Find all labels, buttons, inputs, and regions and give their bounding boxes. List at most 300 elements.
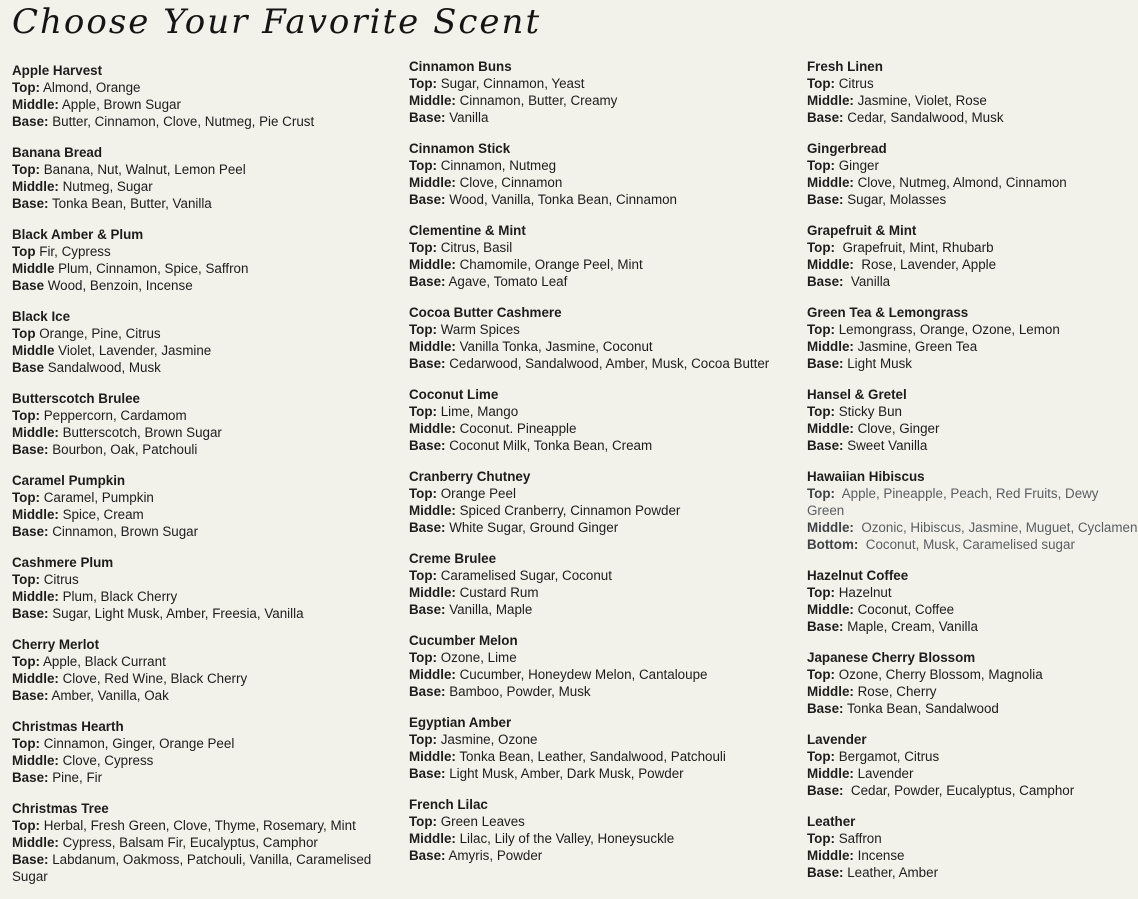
note-label: Top: [807, 585, 836, 600]
note-line [409, 321, 791, 338]
scent-entry [12, 390, 372, 458]
note-label: Top: [409, 814, 438, 829]
scent-entry [12, 472, 372, 540]
note-text: Clove, Ginger [853, 421, 940, 436]
note-line [12, 687, 372, 704]
note-text: Amber, Vanilla, Oak [48, 688, 169, 703]
note-line [807, 683, 1138, 700]
note-text: Hazelnut [835, 585, 892, 600]
note-text: Pine, Fir [48, 770, 103, 785]
note-label: Top: [12, 572, 41, 587]
note-line [12, 653, 372, 670]
note-text: Plum, Black Cherry [58, 589, 178, 604]
scent-name: French Lilac [409, 797, 488, 812]
note-text: Vanilla Tonka, Jasmine, Coconut [455, 339, 653, 354]
note-line [12, 407, 372, 424]
note-label: Top: [807, 240, 836, 255]
note-text: Green Leaves [437, 814, 525, 829]
note-line [409, 403, 791, 420]
scent-name: Clementine & Mint [409, 223, 526, 238]
note-label: Middle: [409, 93, 456, 108]
note-text: Sugar, Cinnamon, Yeast [437, 76, 585, 91]
note-line [409, 75, 791, 92]
note-line [807, 92, 1138, 109]
note-label: Base: [807, 701, 844, 716]
note-line [12, 506, 372, 523]
note-line [409, 813, 791, 830]
scent-entry [409, 550, 791, 618]
note-text: Light Musk, Amber, Dark Musk, Powder [445, 766, 684, 781]
scent-name: Christmas Tree [12, 801, 109, 816]
note-text: Coconut. Pineapple [455, 421, 577, 436]
note-line [409, 748, 791, 765]
note-line [807, 765, 1138, 782]
note-line [12, 489, 372, 506]
note-text: Cedarwood, Sandalwood, Amber, Musk, Cocoa Butter [445, 356, 770, 371]
note-label: Middle: [12, 97, 59, 112]
scent-name: Banana Bread [12, 145, 103, 160]
note-label: Base: [807, 783, 844, 798]
note-label: Base: [12, 524, 49, 539]
note-label: Base: [12, 852, 49, 867]
note-line [807, 830, 1138, 847]
note-line [12, 605, 372, 622]
note-label: Middle: [409, 339, 456, 354]
scent-entry [409, 304, 791, 372]
scent-name: Cinnamon Buns [409, 59, 512, 74]
note-line [409, 174, 791, 191]
note-line [12, 670, 372, 687]
note-label: Middle: [12, 753, 59, 768]
note-text: Vanilla [843, 274, 891, 289]
note-line [807, 239, 1138, 256]
note-label: Top: [807, 749, 836, 764]
note-text: Warm Spices [437, 322, 520, 337]
note-text: Nutmeg, Sugar [58, 179, 153, 194]
note-label: Middle: [807, 339, 854, 354]
note-line [807, 864, 1138, 881]
note-text: Cinnamon, Butter, Creamy [455, 93, 618, 108]
note-line [409, 649, 791, 666]
note-label: Top: [807, 76, 836, 91]
note-label: Top [12, 326, 36, 341]
note-label: Top: [12, 408, 41, 423]
note-label: Top: [409, 650, 438, 665]
note-line [807, 485, 1138, 519]
scent-entry [409, 58, 791, 126]
note-line [807, 601, 1138, 618]
note-line [409, 109, 791, 126]
note-label: Middle [12, 261, 55, 276]
note-text: Caramel, Pumpkin [40, 490, 154, 505]
note-line [807, 321, 1138, 338]
note-text: Cedar, Sandalwood, Musk [843, 110, 1004, 125]
scent-name: Caramel Pumpkin [12, 473, 126, 488]
scent-name: Black Amber & Plum [12, 227, 144, 242]
note-text: Ozone, Lime [437, 650, 517, 665]
note-text: Orange Peel [437, 486, 516, 501]
note-text: Rose, Cherry [853, 684, 937, 699]
note-label: Base: [409, 438, 446, 453]
note-line [12, 178, 372, 195]
note-line [409, 355, 791, 372]
scent-name: Lavender [807, 732, 867, 747]
note-line [807, 519, 1138, 536]
note-label: Middle: [807, 93, 854, 108]
note-text: Jasmine, Violet, Rose [853, 93, 987, 108]
note-text: Lime, Mango [437, 404, 519, 419]
note-label: Middle [12, 343, 55, 358]
note-line [12, 277, 372, 294]
note-line [12, 79, 372, 96]
note-line [409, 256, 791, 273]
note-line [409, 519, 791, 536]
note-text: Lavender [853, 766, 914, 781]
note-label: Base: [409, 356, 446, 371]
scent-name: Butterscotch Brulee [12, 391, 140, 406]
note-text: Grapefruit, Mint, Rhubarb [835, 240, 994, 255]
note-label: Middle: [807, 766, 854, 781]
scent-entry [12, 718, 372, 786]
note-line [807, 584, 1138, 601]
note-label: Top: [409, 486, 438, 501]
note-label: Middle: [12, 179, 59, 194]
scent-name: Gingerbread [807, 141, 887, 156]
note-line [12, 243, 372, 260]
note-line [12, 752, 372, 769]
note-text: Incense [853, 848, 905, 863]
scent-name: Egyptian Amber [409, 715, 512, 730]
note-label: Middle: [12, 507, 59, 522]
scent-entry [12, 62, 372, 130]
note-line [409, 830, 791, 847]
note-text: Lilac, Lily of the Valley, Honeysuckle [455, 831, 675, 846]
note-line [409, 338, 791, 355]
note-line [12, 834, 372, 851]
note-line [12, 359, 372, 376]
note-label: Top: [409, 158, 438, 173]
note-line [807, 355, 1138, 372]
note-label: Middle: [807, 848, 854, 863]
scent-name: Hansel & Gretel [807, 387, 907, 402]
note-label: Base: [807, 274, 844, 289]
note-line [409, 601, 791, 618]
note-text: Bamboo, Powder, Musk [445, 684, 591, 699]
note-text: Fir, Cypress [35, 244, 111, 259]
scent-entry [409, 714, 791, 782]
note-line [12, 325, 372, 342]
note-line [807, 174, 1138, 191]
note-text: Agave, Tomato Leaf [445, 274, 568, 289]
scent-name: Black Ice [12, 309, 71, 324]
note-text: Light Musk [843, 356, 912, 371]
scent-column-1 [12, 62, 375, 899]
note-line [807, 618, 1138, 635]
note-text: Cucumber, Honeydew Melon, Cantaloupe [455, 667, 708, 682]
note-line [807, 420, 1138, 437]
note-line [807, 191, 1138, 208]
note-label: Base: [12, 196, 49, 211]
note-line [807, 536, 1138, 553]
note-line [12, 113, 372, 130]
note-label: Base: [807, 110, 844, 125]
note-line [12, 96, 372, 113]
note-label: Base: [409, 274, 446, 289]
note-label: Top: [12, 490, 41, 505]
note-label: Middle: [409, 257, 456, 272]
scent-name: Hawaiian Hibiscus [807, 469, 925, 484]
note-label: Base: [409, 110, 446, 125]
note-text: Sweet Vanilla [843, 438, 928, 453]
note-label: Top: [807, 322, 836, 337]
note-label: Top: [409, 404, 438, 419]
scent-entry [409, 222, 791, 290]
note-line [409, 239, 791, 256]
note-text: Citrus, Basil [437, 240, 513, 255]
note-label: Top: [12, 654, 41, 669]
note-line [409, 502, 791, 519]
scent-name: Hazelnut Coffee [807, 568, 909, 583]
note-label: Base: [409, 848, 446, 863]
scent-entry [12, 308, 372, 376]
note-text: Jasmine, Ozone [437, 732, 538, 747]
note-label: Middle: [807, 257, 854, 272]
note-line [12, 260, 372, 277]
note-text: Maple, Cream, Vanilla [843, 619, 978, 634]
note-line [807, 700, 1138, 717]
note-line [807, 157, 1138, 174]
note-text: Sticky Bun [835, 404, 902, 419]
note-label: Top: [409, 240, 438, 255]
note-label: Middle: [409, 421, 456, 436]
note-label: Base [12, 278, 45, 293]
note-line [409, 157, 791, 174]
note-label: Base [12, 360, 45, 375]
note-line [12, 851, 375, 885]
page-title: Choose Your Favorite Scent [12, 2, 542, 42]
note-line [807, 748, 1138, 765]
scent-name: Grapefruit & Mint [807, 223, 917, 238]
note-text: Bourbon, Oak, Patchouli [48, 442, 198, 457]
scent-column-2 [409, 58, 791, 878]
note-line [409, 666, 791, 683]
note-text: Butter, Cinnamon, Clove, Nutmeg, Pie Crust [48, 114, 315, 129]
note-line [807, 256, 1138, 273]
note-label: Top: [12, 80, 41, 95]
note-label: Base: [409, 602, 446, 617]
note-label: Base: [12, 770, 49, 785]
note-line [807, 782, 1138, 799]
note-label: Base: [409, 520, 446, 535]
note-text: Butterscotch, Brown Sugar [58, 425, 222, 440]
scent-name: Cinnamon Stick [409, 141, 511, 156]
scent-entry [12, 800, 375, 885]
note-line [12, 571, 372, 588]
note-line [409, 683, 791, 700]
note-label: Middle: [12, 671, 59, 686]
note-line [807, 75, 1138, 92]
note-text: Citrus [40, 572, 79, 587]
scent-column-3 [807, 58, 1138, 895]
note-text: Clove, Red Wine, Black Cherry [58, 671, 248, 686]
scent-name: Creme Brulee [409, 551, 497, 566]
note-text: Coconut, Musk, Caramelised sugar [858, 537, 1075, 552]
note-text: White Sugar, Ground Ginger [445, 520, 619, 535]
note-line [807, 847, 1138, 864]
note-label: Middle: [12, 425, 59, 440]
note-text: Peppercorn, Cardamom [40, 408, 187, 423]
note-line [409, 273, 791, 290]
scent-name: Cherry Merlot [12, 637, 100, 652]
note-text: Apple, Pineapple, Peach, Red Fruits, Dewy Green [807, 486, 1103, 518]
scent-name: Fresh Linen [807, 59, 883, 74]
note-label: Top: [12, 736, 41, 751]
note-text: Coconut Milk, Tonka Bean, Cream [445, 438, 653, 453]
note-line [409, 567, 791, 584]
note-text: Tonka Bean, Leather, Sandalwood, Patchouli [455, 749, 726, 764]
note-label: Top: [807, 486, 836, 501]
note-text: Vanilla, Maple [445, 602, 533, 617]
note-text: Apple, Brown Sugar [58, 97, 181, 112]
scent-name: Coconut Lime [409, 387, 499, 402]
note-text: Custard Rum [455, 585, 539, 600]
note-text: Wood, Vanilla, Tonka Bean, Cinnamon [445, 192, 677, 207]
note-label: Base: [807, 192, 844, 207]
note-label: Top: [807, 667, 836, 682]
note-text: Violet, Lavender, Jasmine [54, 343, 212, 358]
note-text: Rose, Lavender, Apple [853, 257, 997, 272]
note-label: Base: [409, 766, 446, 781]
note-text: Orange, Pine, Citrus [35, 326, 161, 341]
note-line [12, 769, 372, 786]
note-text: Tonka Bean, Butter, Vanilla [48, 196, 212, 211]
note-line [409, 765, 791, 782]
scent-entry [807, 58, 1138, 126]
note-line [12, 817, 372, 834]
note-label: Top: [409, 568, 438, 583]
note-label: Base: [409, 684, 446, 699]
scent-entry [807, 140, 1138, 208]
note-line [12, 342, 372, 359]
note-line [12, 441, 372, 458]
note-text: Banana, Nut, Walnut, Lemon Peel [40, 162, 246, 177]
note-line [807, 666, 1138, 683]
note-label: Base: [409, 192, 446, 207]
note-label: Top: [409, 76, 438, 91]
scent-name: Leather [807, 814, 856, 829]
note-label: Base: [12, 442, 49, 457]
note-text: Amyris, Powder [445, 848, 543, 863]
scent-entry [12, 554, 372, 622]
note-label: Middle: [807, 684, 854, 699]
note-label: Top: [807, 404, 836, 419]
note-label: Middle: [12, 589, 59, 604]
scent-entry [807, 731, 1138, 799]
scent-name: Cashmere Plum [12, 555, 114, 570]
scent-entry [807, 304, 1138, 372]
note-line [409, 191, 791, 208]
note-text: Cinnamon, Brown Sugar [48, 524, 199, 539]
scent-entry [409, 468, 791, 536]
scent-name: Green Tea & Lemongrass [807, 305, 969, 320]
scent-name: Apple Harvest [12, 63, 103, 78]
note-line [409, 420, 791, 437]
note-line [807, 109, 1138, 126]
note-text: Ozonic, Hibiscus, Jasmine, Muguet, Cyclamen [853, 520, 1138, 535]
note-text: Sugar, Molasses [843, 192, 947, 207]
note-label: Middle: [409, 175, 456, 190]
note-text: Lemongrass, Orange, Ozone, Lemon [835, 322, 1060, 337]
scent-entry [807, 813, 1138, 881]
scent-entry [409, 632, 791, 700]
note-label: Top: [12, 818, 41, 833]
scent-name: Japanese Cherry Blossom [807, 650, 976, 665]
note-text: Labdanum, Oakmoss, Patchouli, Vanilla, Caramelised Sugar [12, 852, 375, 884]
note-line [807, 403, 1138, 420]
note-label: Middle: [12, 835, 59, 850]
scent-entry [409, 796, 791, 864]
note-text: Vanilla [445, 110, 489, 125]
note-line [409, 731, 791, 748]
scent-name: Cucumber Melon [409, 633, 518, 648]
note-line [807, 273, 1138, 290]
note-label: Middle: [409, 831, 456, 846]
note-label: Base: [12, 114, 49, 129]
note-text: Cedar, Powder, Eucalyptus, Camphor [843, 783, 1075, 798]
note-text: Clove, Nutmeg, Almond, Cinnamon [853, 175, 1067, 190]
note-label: Middle: [807, 421, 854, 436]
scent-entry [807, 649, 1138, 717]
note-text: Caramelised Sugar, Coconut [437, 568, 612, 583]
note-text: Wood, Benzoin, Incense [44, 278, 193, 293]
scent-entry [12, 226, 372, 294]
scent-entry [409, 140, 791, 208]
note-label: Base: [807, 438, 844, 453]
note-text: Ginger [835, 158, 879, 173]
note-line [409, 92, 791, 109]
note-text: Spice, Cream [58, 507, 144, 522]
note-line [12, 161, 372, 178]
scent-entry [807, 468, 1138, 553]
note-line [12, 195, 372, 212]
note-text: Coconut, Coffee [853, 602, 955, 617]
note-line [409, 437, 791, 454]
note-line [12, 588, 372, 605]
scent-entry [807, 567, 1138, 635]
scent-entry [807, 386, 1138, 454]
note-text: Cinnamon, Nutmeg [437, 158, 557, 173]
note-text: Bergamot, Citrus [835, 749, 940, 764]
note-text: Sugar, Light Musk, Amber, Freesia, Vanilla [48, 606, 304, 621]
note-line [409, 584, 791, 601]
note-text: Saffron [835, 831, 882, 846]
note-line [807, 338, 1138, 355]
note-label: Middle: [409, 749, 456, 764]
note-label: Top: [807, 831, 836, 846]
note-text: Cinnamon, Ginger, Orange Peel [40, 736, 235, 751]
note-label: Top: [12, 162, 41, 177]
note-label: Middle: [807, 175, 854, 190]
note-text: Citrus [835, 76, 874, 91]
scent-name: Christmas Hearth [12, 719, 124, 734]
note-text: Spiced Cranberry, Cinnamon Powder [455, 503, 681, 518]
note-label: Top: [409, 732, 438, 747]
scent-name: Cranberry Chutney [409, 469, 531, 484]
note-text: Leather, Amber [843, 865, 939, 880]
note-label: Top: [409, 322, 438, 337]
scent-entry [807, 222, 1138, 290]
scent-entry [409, 386, 791, 454]
